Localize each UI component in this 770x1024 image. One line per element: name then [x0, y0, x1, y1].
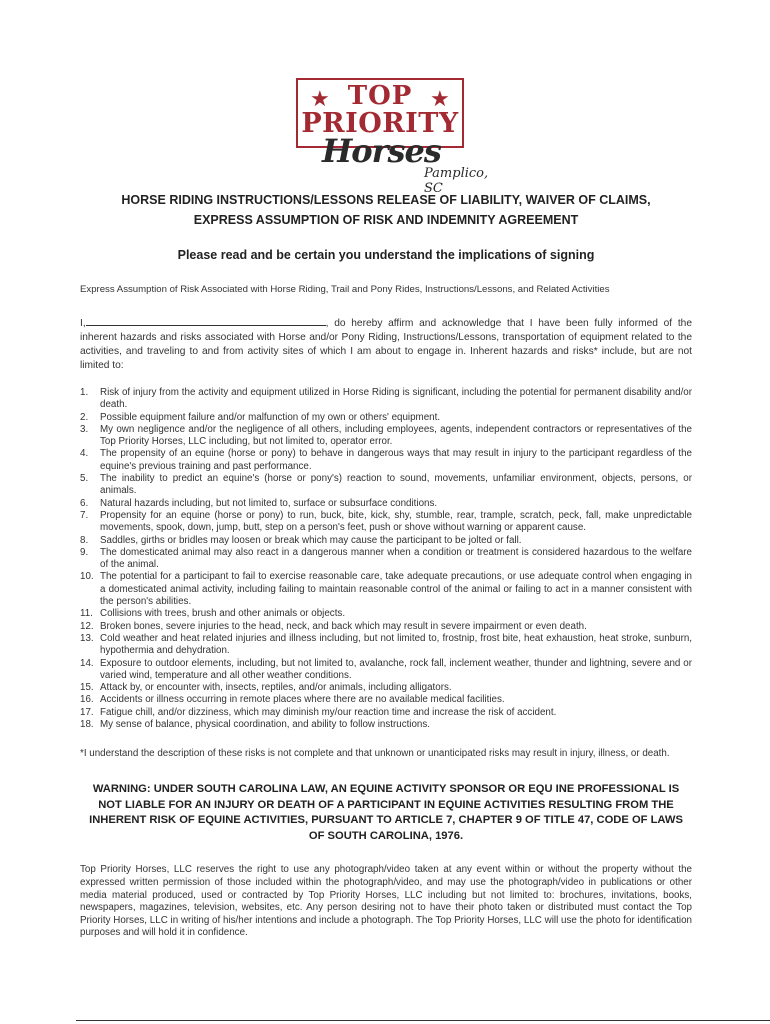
intro-prefix: I, — [80, 318, 86, 329]
risk-item — [80, 448, 692, 473]
title-line-2: EXPRESS ASSUMPTION OF RISK AND INDEMNITY AGREEMENT — [193, 213, 579, 227]
name-blank-field[interactable] — [86, 315, 326, 326]
risk-item — [80, 719, 692, 731]
risk-item — [80, 387, 692, 412]
risk-text: Risk of injury from the activity and equipment utilized in Horse Riding is significant, including the potential for permanent disability and/or death. — [100, 387, 692, 411]
intro-text: , do hereby affirm and acknowledge that I have been fully informed of the inherent hazards and risks associated with Horse and/or Pony Riding, Instructions/Lessons, transportation of equipment related to the activities, and traveling to and from activity sites of which I am about to engage in. Inherent hazards and risks* include, but are not limited to: — [80, 318, 692, 371]
risk-text: Cold weather and heat related injuries and illness including, but not limited to, frostnip, frost bite, heat exhaustion, heat stroke, sunburn, hypothermia and dehydration. — [100, 632, 692, 657]
logo-text-top: TOP — [347, 81, 413, 111]
risk-text: Fatigue chill, and/or dizziness, which may diminish my/our reaction time and increase the risk of accident. — [100, 706, 557, 718]
risk-item — [80, 707, 692, 719]
risk-number: 11. — [80, 608, 93, 620]
risk-number: 1. — [80, 387, 89, 398]
risk-number: 14. — [80, 657, 94, 669]
risk-item — [80, 621, 692, 633]
document-subtitle: Please read and be certain you understand the implications of signing — [177, 248, 595, 262]
risk-number: 12. — [80, 620, 94, 632]
risk-number: 7. — [80, 509, 89, 521]
risk-text: My sense of balance, physical coordination, and ability to follow instructions. — [100, 719, 431, 731]
logo-text-horses: Horses — [322, 132, 441, 170]
title-line-1: HORSE RIDING INSTRUCTIONS/LESSONS RELEASE OF LIABILITY, WAIVER OF CLAIMS, — [121, 193, 651, 207]
document-title — [80, 190, 692, 230]
risk-item — [80, 535, 692, 547]
star-icon: ★ — [310, 86, 330, 111]
risk-number: 10. — [80, 571, 94, 583]
risk-item — [80, 682, 692, 694]
risk-item — [80, 473, 692, 498]
risk-item — [80, 633, 692, 658]
photo-release-paragraph: Top Priority Horses, LLC reserves the right to use any photograph/video taken at any event within or without the property without the expressed written permission of those included within the photograph/video, and may use the photograph/video in publications or other media material produced, used or contracted by Top Priority Horses, LLC including but not limited to: brochures, invitations, books, newspapers, magazines, television, websites, etc. Any person desiring not to have their photo taken or distributed must contact the Top Priority Horses, LLC in writing of his/her intentions and include a photograph. The Top Priority Horses, LLC will use the photo for identification purposes and will hold it in confidence. — [80, 864, 692, 939]
risk-list — [80, 387, 692, 731]
risk-text: My own negligence and/or the negligence of all others, including employees, agents, independent contractors or representatives of the Top Priority Horses, LLC including, but not limited to, operator error. — [100, 423, 692, 448]
risk-text: Broken bones, severe injuries to the head, neck, and back which may result in severe impairment or even death. — [100, 620, 587, 632]
risk-number: 16. — [80, 694, 94, 706]
risk-number: 3. — [80, 423, 89, 435]
footer-divider — [76, 1020, 770, 1021]
risk-number: 13. — [80, 632, 94, 644]
risk-number: 15. — [80, 682, 94, 694]
risk-text: Attack by, or encounter with, insects, reptiles, and/or animals, including alligators. — [100, 682, 452, 694]
risk-text: The inability to predict an equine's (horse or pony's) reaction to sound, movements, unfamiliar environment, objects, persons, or animals. — [100, 473, 692, 497]
risk-number: 9. — [80, 546, 89, 558]
risk-item — [80, 608, 692, 620]
risk-item — [80, 510, 692, 535]
warning-statement: WARNING: UNDER SOUTH CAROLINA LAW, AN EQUINE ACTIVITY SPONSOR OR EQU INE PROFESSIONAL IS NOT LIABLE FOR AN INJURY OR DEATH OF A PARTICIPANT IN EQUINE ACTIVITIES RESULTING FROM THE INHERENT RISK OF EQUINE ACTIVITIES, PURSUANT TO ARTICLE 7, CHAPTER 9 OF TITLE 47, CODE OF LAWS OF SOUTH CAROLINA, 1976. — [89, 783, 683, 842]
star-icon: ★ — [430, 86, 450, 111]
risk-text: Accidents or illness occurring in remote places where there are no available medical facilities. — [100, 694, 505, 706]
risk-item — [80, 424, 692, 449]
express-assumption-line: Express Assumption of Risk Associated with Horse Riding, Trail and Pony Rides, Instructions/Lessons, and Related Activities — [80, 284, 610, 295]
risk-text: The propensity of an equine (horse or pony) to behave in dangerous ways that may result in injury to the participant regardless of the equine's previous training and past performance. — [100, 448, 692, 472]
risk-number: 18. — [80, 719, 94, 731]
risk-number: 6. — [80, 497, 89, 509]
risk-text: The domesticated animal may also react in a dangerous manner when a condition or treatment is considered hazardous to the welfare of the animal. — [100, 546, 692, 571]
risk-number: 5. — [80, 473, 89, 485]
risk-number: 4. — [80, 448, 89, 460]
risk-number: 2. — [80, 411, 89, 423]
company-logo — [296, 78, 489, 196]
risk-text: Exposure to outdoor elements, including, but not limited to, avalanche, rock fall, inclement weather, thunder and lightning, severe and or varied wind, temperature and all other weather conditions. — [100, 657, 692, 681]
risk-item — [80, 694, 692, 706]
risk-text: Saddles, girths or bridles may loosen or break which may cause the participant to be jolted or fall. — [100, 534, 522, 546]
risk-item — [80, 547, 692, 572]
risk-item — [80, 498, 692, 510]
risk-item — [80, 412, 692, 424]
risk-note: *I understand the description of these risks is not complete and that unknown or unanticipated risks may result in injury, illness, or death. — [80, 748, 670, 760]
risk-text: Propensity for an equine (horse or pony) to run, buck, bite, kick, shy, stumble, rear, trample, scratch, peck, fall, make unpredictable movements, spook, down, jump, butt, step on a person's feet, push or shove without warning or apparent cause. — [100, 509, 692, 534]
logo-text-priority: PRIORITY — [301, 108, 459, 139]
risk-number: 17. — [80, 706, 94, 718]
risk-text: The potential for a participant to fail to exercise reasonable care, take adequate precautions, or use adequate control when engaging in a domesticated animal activity, including failing to maintain reasonable control of the animal or failing to act in a manner consistent with the person's abilities. — [100, 571, 692, 608]
risk-text: Possible equipment failure and/or malfunction of my own or others' equipment. — [100, 411, 441, 423]
risk-text: Collisions with trees, brush and other animals or objects. — [100, 608, 346, 620]
risk-number: 8. — [80, 534, 89, 546]
logo-location: Pamplico, SC — [424, 166, 489, 196]
document-body — [80, 190, 692, 940]
intro-paragraph — [80, 315, 692, 373]
risk-item — [80, 658, 692, 683]
risk-item — [80, 571, 692, 608]
risk-text: Natural hazards including, but not limited to, surface or subsurface conditions. — [100, 497, 438, 509]
